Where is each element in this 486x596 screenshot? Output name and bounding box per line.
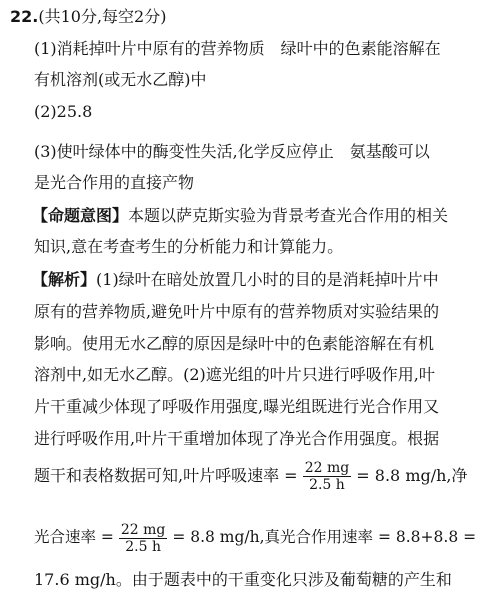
answer-1-line-1: (1)消耗掉叶片中原有的营养物质 绿叶中的色素能溶解在 <box>34 39 441 58</box>
analysis-line-7-post: = 8.8 mg/h,净 <box>356 466 468 485</box>
intent-tag: 【命题意图】 <box>32 206 129 225</box>
analysis-line-3: 影响。使用无水乙醇的原因是绿叶中的色素能溶解在有机 <box>34 334 435 353</box>
fraction-denominator: 2.5 h <box>125 538 161 555</box>
analysis-line-7 <box>34 458 468 494</box>
analysis-line-1 <box>32 270 439 290</box>
analysis-line-2: 原有的营养物质,避免叶片中原有的营养物质对实验结果的 <box>34 302 440 321</box>
question-number: 22. <box>10 7 39 26</box>
analysis-line-8-post: = 8.8 mg/h,真光合作用速率 = 8.8+8.8 = <box>172 528 477 546</box>
intent-line-1 <box>32 206 448 226</box>
intent-line-2: 知识,意在考查考生的分析能力和计算能力。 <box>34 237 344 256</box>
analysis-line-4: 溶剂中,如无水乙醇。(2)遮光组的叶片只进行呼吸作用,叶 <box>34 365 435 384</box>
analysis-tag: 【解析】 <box>32 270 97 289</box>
fraction-numerator: 22 mg <box>304 460 350 476</box>
answer-2: (2)25.8 <box>34 102 93 121</box>
analysis-line-5: 片干重减少体现了呼吸作用强度,曝光组既进行光合作用又 <box>34 397 440 416</box>
analysis-line-8 <box>34 519 476 555</box>
respiration-fraction <box>303 460 352 493</box>
analysis-text-1: (1)绿叶在暗处放置几小时的目的是消耗掉叶片中 <box>96 270 439 289</box>
answer-1-line-2: 有机溶剂(或无水乙醇)中 <box>34 70 207 89</box>
fraction-denominator: 2.5 h <box>309 477 345 493</box>
analysis-line-8-pre: 光合速率 = <box>34 528 114 546</box>
answer-3-line-1: (3)使叶绿体中的酶变性失活,化学反应停止 氨基酸可以 <box>34 142 430 161</box>
net-photosynthesis-fraction <box>119 522 168 555</box>
fraction-numerator: 22 mg <box>120 521 166 538</box>
analysis-line-7-pre: 题干和表格数据可知,叶片呼吸速率 = <box>34 466 298 485</box>
score-note: (共10分,每空2分) <box>38 7 167 26</box>
analysis-line-9: 17.6 mg/h。由于题表中的干重变化只涉及葡萄糖的产生和 <box>34 570 452 589</box>
answer-3-line-2: 是光合作用的直接产物 <box>34 173 195 192</box>
question-header <box>10 7 166 27</box>
analysis-line-6: 进行呼吸作用,叶片干重增加体现了净光合作用强度。根据 <box>34 429 440 448</box>
intent-text-1: 本题以萨克斯实验为背景考查光合作用的相关 <box>128 206 449 225</box>
